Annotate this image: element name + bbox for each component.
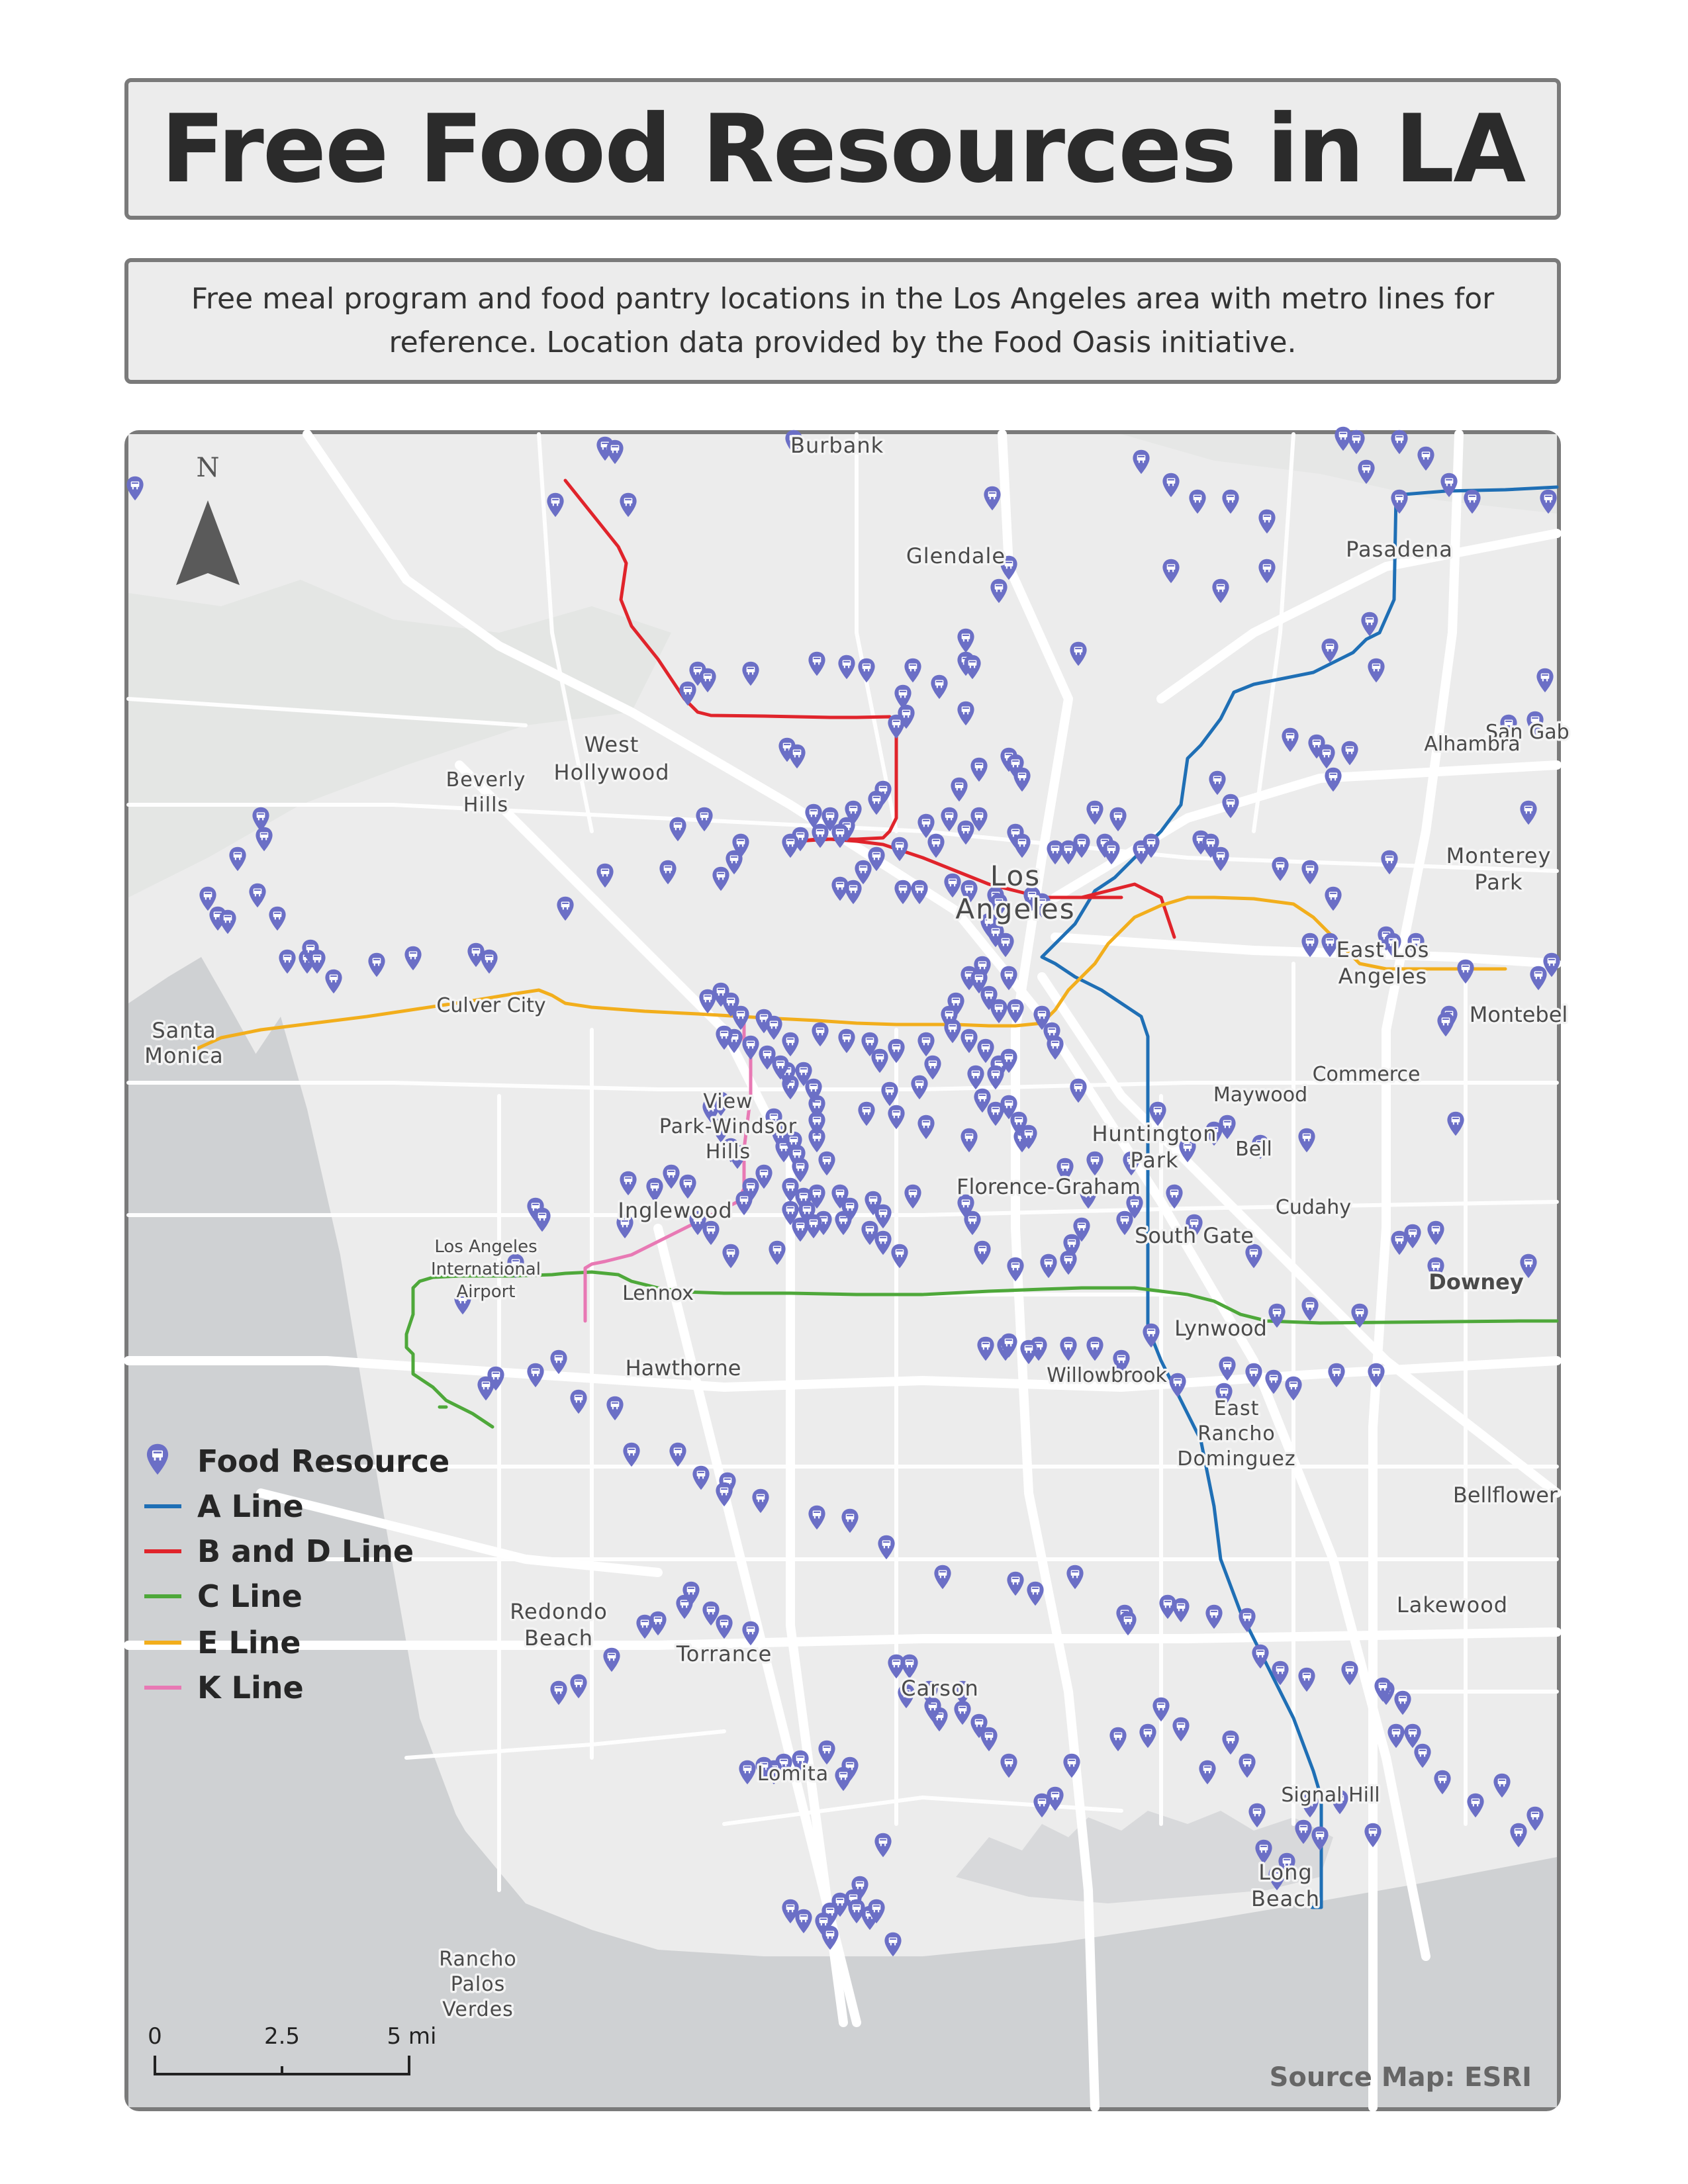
map-description: Free meal program and food pantry locations in the Los Angeles area with metro lines for reference. Location data provided by the Food Oasis initiative.: [191, 282, 1495, 359]
place-montebel: Montebel: [1469, 1002, 1568, 1027]
legend-label-b-d-line: B and D Line: [197, 1533, 414, 1569]
legend-label-k-line: K Line: [197, 1670, 304, 1706]
map-title: Free Food Resources in LA: [160, 94, 1525, 204]
place-hawthorne: Hawthorne: [625, 1355, 741, 1381]
place-lakewood: Lakewood: [1396, 1592, 1509, 1617]
source-attribution: Source Map: ESRI: [1269, 2062, 1532, 2093]
legend-label-e-line: E Line: [197, 1625, 301, 1661]
place-rancho-palos-verdes: Rancho Palos Verdes: [439, 1948, 517, 2021]
place-cudahy: Cudahy: [1275, 1196, 1352, 1219]
place-view-park: View Park-Windsor Hills: [659, 1090, 798, 1163]
place-lennox: Lennox: [622, 1282, 694, 1305]
place-glendale: Glendale: [906, 543, 1006, 569]
place-east-los-angeles: East Los Angeles: [1336, 937, 1430, 989]
place-lax: Los Angeles International Airport: [431, 1237, 541, 1302]
place-burbank: Burbank: [790, 433, 884, 458]
place-east-rancho-dominguez: East Rancho Dominguez: [1177, 1397, 1296, 1471]
place-long-beach: Long Beach: [1250, 1860, 1321, 1911]
place-willowbrook: Willowbrook: [1047, 1364, 1167, 1387]
place-bell: Bell: [1235, 1138, 1272, 1161]
scale-label-2-5: 2.5: [263, 2023, 301, 2050]
place-alhambra: Alhambra: [1424, 733, 1521, 756]
place-carson: Carson: [901, 1676, 979, 1701]
place-culver-city: Culver City: [436, 994, 546, 1017]
place-lomita: Lomita: [757, 1762, 829, 1786]
place-san-gab: San Gab: [1485, 721, 1570, 744]
place-maywood: Maywood: [1213, 1083, 1308, 1107]
place-commerce: Commerce: [1312, 1063, 1421, 1086]
place-lynwood: Lynwood: [1174, 1316, 1267, 1341]
place-west-hollywood: West Hollywood: [553, 732, 670, 785]
north-arrow-label: N: [196, 453, 220, 483]
title-panel: [124, 78, 1561, 220]
place-pasadena: Pasadena: [1346, 537, 1453, 562]
scale-label-0: 0: [148, 2023, 162, 2050]
place-bellflower: Bellflower: [1452, 1482, 1558, 1508]
place-huntington-park: Huntington Park: [1092, 1121, 1217, 1173]
place-beverly-hills: Beverly Hills: [445, 768, 526, 817]
map-frame[interactable]: [124, 430, 1570, 2111]
description-panel: [124, 258, 1561, 384]
place-signal-hill: Signal Hill: [1281, 1784, 1380, 1807]
place-inglewood: Inglewood: [618, 1198, 733, 1223]
place-redondo-beach: Redondo Beach: [510, 1599, 608, 1651]
legend-label-food-resource: Food Resource: [197, 1443, 450, 1479]
place-santa-monica: Santa Monica: [144, 1018, 224, 1068]
legend-label-a-line: A Line: [197, 1488, 304, 1524]
scale-label-5-mi: 5 mi: [387, 2023, 437, 2050]
legend-label-c-line: C Line: [197, 1578, 303, 1614]
map-canvas[interactable]: [128, 433, 1570, 2107]
place-south-gate: South Gate: [1135, 1223, 1254, 1248]
place-los-angeles: Los Angeles: [955, 860, 1076, 925]
place-torrance: Torrance: [676, 1641, 773, 1666]
place-monterey-park: Monterey Park: [1446, 843, 1552, 895]
place-downey: Downey: [1429, 1269, 1524, 1295]
place-florence-graham: Florence-Graham: [957, 1174, 1141, 1199]
